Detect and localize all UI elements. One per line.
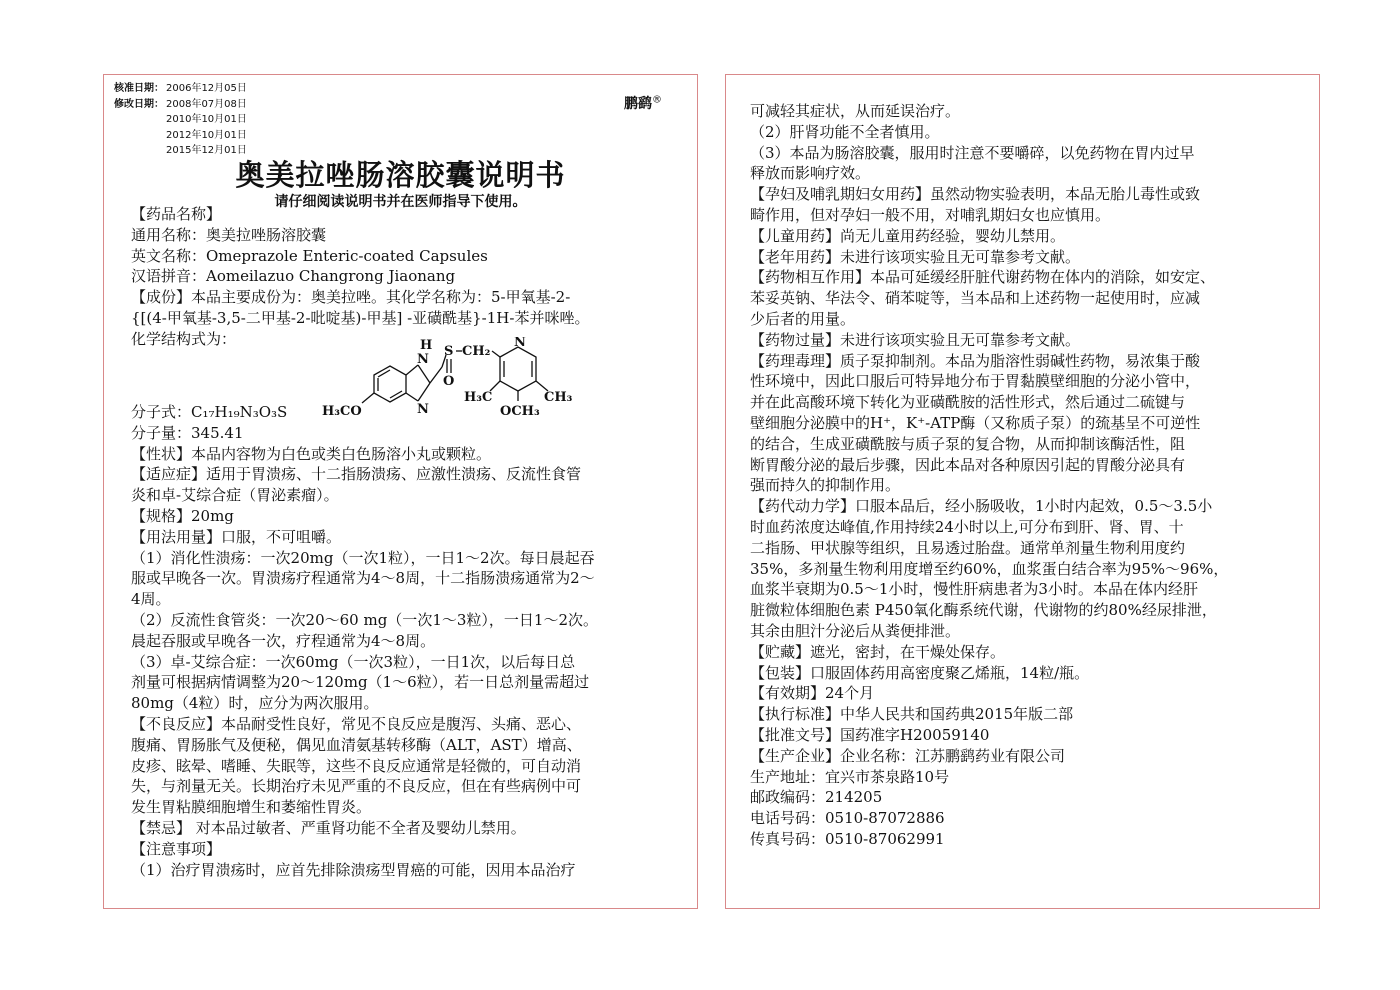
text-line: 剂量可根据病情调整为20～120mg（1～6粒），若一日总剂量需超过 bbox=[131, 673, 590, 692]
text-line: {[(4-甲氧基-3,5-二甲基-2-吡啶基)-甲基] -亚磺酰基}-1H-苯并咪唑。 bbox=[131, 308, 590, 327]
text-line: 【药物相互作用】本品可延缓经肝脏代谢药物在体内的消除，如安定、 bbox=[750, 268, 1216, 287]
text-line: 【规格】20mg bbox=[131, 506, 234, 525]
text-line: 汉语拼音：Aomeilazuo Changrong Jiaonang bbox=[131, 267, 456, 286]
text-line: 【药物过量】未进行该项实验且无可靠参考文献。 bbox=[750, 330, 1081, 349]
text-line: 炎和卓-艾综合症（胃泌素瘤）。 bbox=[131, 486, 339, 505]
atom-label: N bbox=[417, 352, 429, 367]
text-line: 【注意事项】 bbox=[131, 839, 222, 858]
text-line: 【药品名称】 bbox=[131, 205, 222, 223]
text-line: 并在此高酸环境下转化为亚磺酰胺的活性形式，然后通过二硫键与 bbox=[750, 393, 1186, 412]
text-line: 少后者的用量。 bbox=[750, 309, 856, 328]
atom-label: CH₂ bbox=[462, 344, 491, 359]
text-line: 【用法用量】口服，不可咀嚼。 bbox=[131, 527, 342, 546]
text-line: 【生产企业】企业名称：江苏鹏鹞药业有限公司 bbox=[750, 746, 1066, 765]
text-line: （1）治疗胃溃疡时，应首先排除溃疡型胃癌的可能，因用本品治疗 bbox=[131, 860, 576, 879]
atom-label: H₃CO bbox=[322, 404, 362, 417]
text-line: 腹痛、胃肠胀气及便秘，偶见血清氨基转移酶（ALT，AST）增高、 bbox=[131, 735, 582, 754]
atom-label: H bbox=[420, 338, 433, 353]
text-line: 强而持久的抑制作用。 bbox=[750, 476, 901, 495]
atom-label: OCH₃ bbox=[500, 404, 540, 417]
text-line: 化学结构式为： bbox=[131, 329, 237, 348]
text-line: 分子式：C₁₇H₁₉N₃O₃S bbox=[131, 403, 288, 421]
text-line: 传真号码：0510-87062991 bbox=[750, 829, 945, 848]
text-line: 失，与剂量无关。长期治疗未见严重的不良反应，但在有些病例中可 bbox=[131, 777, 582, 796]
text-line: 发生胃粘膜细胞增生和萎缩性胃炎。 bbox=[131, 798, 372, 817]
text-line: 其余由胆汁分泌后从粪便排泄。 bbox=[750, 621, 961, 640]
text-line: 【执行标准】中华人民共和国药典2015年版二部 bbox=[750, 705, 1074, 724]
registered-mark: ® bbox=[652, 94, 662, 106]
text-line: 英文名称：Omeprazole Enteric-coated Capsules bbox=[131, 246, 488, 265]
text-line: 【药理毒理】质子泵抑制剂。本品为脂溶性弱碱性药物，易浓集于酸 bbox=[750, 351, 1201, 370]
text-line: 【成份】本品主要成份为：奥美拉唑。其化学名称为：5-甲氧基-2- bbox=[131, 288, 571, 307]
atom-label: O bbox=[443, 374, 455, 389]
text-line: 4周。 bbox=[131, 590, 171, 609]
text-line: 生产地址：宜兴市茶泉路10号 bbox=[750, 767, 950, 786]
text-line: （2）肝肾功能不全者慎用。 bbox=[750, 122, 940, 141]
document-subtitle: 请仔细阅读说明书并在医师指导下使用。 bbox=[274, 194, 527, 210]
brand-name: 鹏鹞 bbox=[624, 96, 652, 112]
text-line: 壁细胞分泌膜中的H⁺，K⁺-ATP酶（又称质子泵）的巯基呈不可逆性 bbox=[750, 413, 1201, 432]
right-body-text bbox=[750, 101, 1228, 850]
text-line: 性环境中，因此口服后可特异地分布于胃黏膜壁细胞的分泌小管中， bbox=[750, 372, 1201, 391]
text-line: 【孕妇及哺乳期妇女用药】虽然动物实验表明，本品无胎儿毒性或致 bbox=[750, 185, 1201, 204]
text-line: 释放而影响疗效。 bbox=[750, 164, 871, 183]
brand-logo bbox=[624, 93, 662, 113]
text-line: 皮疹、眩晕、嗜睡、失眠等，这些不良反应通常是轻微的，可自动消 bbox=[131, 756, 582, 775]
modify-date: 2015年12月01日 bbox=[166, 145, 247, 156]
approve-date: 2006年12月05日 bbox=[166, 83, 247, 94]
text-line: 35%，多剂量生物利用度增至约60%，血浆蛋白结合率为95%～96%， bbox=[750, 559, 1229, 578]
text-line: 邮政编码：214205 bbox=[750, 788, 883, 807]
text-line: 【贮藏】遮光，密封，在干燥处保存。 bbox=[750, 642, 1006, 661]
text-line: 时血药浓度达峰值,作用持续24小时以上,可分布到肝、肾、胃、十 bbox=[750, 517, 1184, 536]
modify-date-label: 修改日期： bbox=[114, 98, 164, 110]
text-line: 分子量：345.41 bbox=[131, 423, 244, 442]
text-line: （2）反流性食管炎：一次20～60 mg（一次1～3粒），一日1～2次。 bbox=[131, 610, 598, 629]
text-line: 断胃酸分泌的最后步骤，因此本品对各种原因引起的胃酸分泌具有 bbox=[750, 455, 1186, 474]
revision-dates bbox=[114, 81, 247, 159]
text-line: 【性状】本品内容物为白色或类白色肠溶小丸或颗粒。 bbox=[131, 444, 492, 463]
text-line: 电话号码：0510-87072886 bbox=[750, 809, 945, 828]
modify-date: 2008年07月08日 bbox=[166, 98, 247, 110]
atom-label: S bbox=[444, 344, 454, 359]
text-line: 【老年用药】未进行该项实验且无可靠参考文献。 bbox=[750, 247, 1081, 266]
document-title: 奥美拉唑肠溶胶囊说明书 bbox=[235, 158, 566, 192]
text-line: 可减轻其症状，从而延误治疗。 bbox=[750, 102, 961, 120]
text-line: 【有效期】24个月 bbox=[750, 684, 875, 703]
text-line: 脏微粒体细胞色素 P450氧化酶系统代谢，代谢物的约80%经尿排泄， bbox=[750, 601, 1217, 620]
text-line: 通用名称：奥美拉唑肠溶胶囊 bbox=[131, 225, 327, 244]
leaflet-page-right bbox=[725, 74, 1320, 909]
text-line: （3）卓-艾综合症：一次60mg（一次3粒），一日1次，以后每日总 bbox=[131, 652, 576, 671]
text-line: 苯妥英钠、华法令、硝苯啶等，当本品和上述药物一起使用时，应减 bbox=[750, 289, 1201, 308]
leaflet-page-left bbox=[103, 74, 698, 909]
modify-date: 2010年10月01日 bbox=[166, 114, 247, 125]
approve-date-label: 核准日期： bbox=[114, 83, 164, 94]
atom-label: N bbox=[514, 337, 526, 350]
text-line: 【不良反应】本品耐受性良好，常见不良反应是腹泻、头痛、恶心、 bbox=[131, 714, 582, 733]
text-line: 晨起吞服或早晚各一次，疗程通常为4～8周。 bbox=[131, 631, 436, 650]
text-line: 【禁忌】 对本品过敏者、严重肾功能不全者及婴幼儿禁用。 bbox=[131, 818, 526, 837]
text-line: 的结合，生成亚磺酰胺与质子泵的复合物，从而抑制该酶活性，阻 bbox=[750, 434, 1186, 453]
text-line: 畸作用，但对孕妇一般不用，对哺乳期妇女也应慎用。 bbox=[750, 205, 1111, 224]
text-line: 【包装】口服固体药用高密度聚乙烯瓶，14粒/瓶。 bbox=[750, 663, 1090, 682]
text-line: 【儿童用药】尚无儿童用药经验，婴幼儿禁用。 bbox=[750, 226, 1066, 245]
text-line: 血浆半衰期为0.5～1小时，慢性肝病患者为3小时。本品在体内经肝 bbox=[750, 580, 1198, 599]
left-bottom-text bbox=[131, 402, 598, 880]
text-line: 【批准文号】国药准字H20059140 bbox=[750, 725, 990, 744]
atom-label: N bbox=[417, 402, 429, 417]
text-line: （3）本品为肠溶胶囊，服用时注意不要嚼碎，以免药物在胃内过早 bbox=[750, 143, 1195, 162]
atom-label: CH₃ bbox=[544, 390, 573, 405]
text-line: 【药代动力学】口服本品后，经小肠吸收，1小时内起效，0.5～3.5小 bbox=[750, 497, 1213, 516]
atom-label: H₃C bbox=[464, 390, 493, 405]
left-top-text bbox=[131, 204, 589, 350]
text-line: 服或早晚各一次。胃溃疡疗程通常为4～8周，十二指肠溃疡通常为2～ bbox=[131, 569, 595, 588]
text-line: （1）消化性溃疡：一次20mg（一次1粒），一日1～2次。每日晨起吞 bbox=[131, 548, 595, 567]
modify-date: 2012年10月01日 bbox=[166, 129, 247, 141]
text-line: 二指肠、甲状腺等组织，且易透过胎盘。通常单剂量生物利用度约 bbox=[750, 538, 1186, 557]
text-line: 【适应症】适用于胃溃疡、十二指肠溃疡、应激性溃疡、反流性食管 bbox=[131, 465, 582, 484]
text-line: 80mg（4粒）时，应分为两次服用。 bbox=[131, 694, 379, 713]
